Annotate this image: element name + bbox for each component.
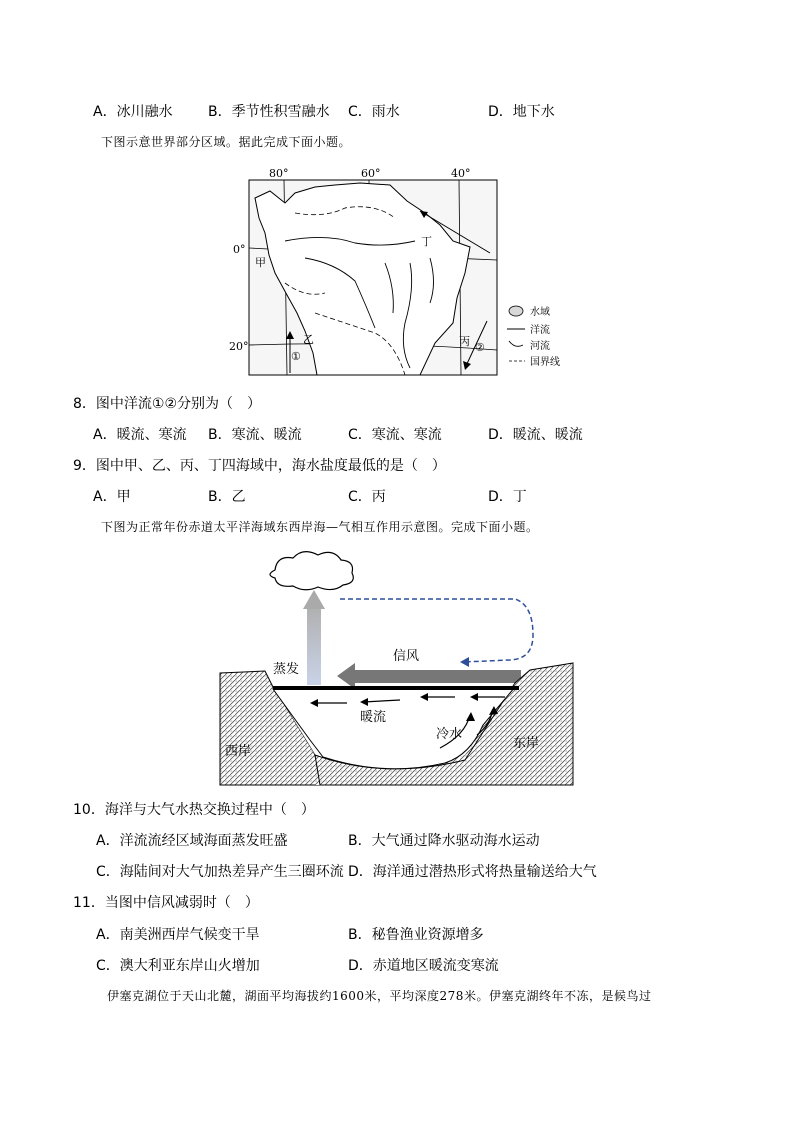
q8-option-b: B．寒流、暖流 xyxy=(208,427,302,443)
q9-option-c: C．丙 xyxy=(348,489,386,505)
south-america-map xyxy=(225,163,575,378)
q11-option-c: C．澳大利亚东岸山火增加 xyxy=(96,958,260,974)
sea-label-ding: 丁 xyxy=(421,235,432,248)
q7-option-c: C．雨水 xyxy=(348,104,400,120)
q7-option-d: D．地下水 xyxy=(488,104,555,120)
current-label-1: ① xyxy=(291,350,301,363)
q11-option-a: A．南美洲西岸气候变干旱 xyxy=(96,927,260,943)
q10-option-b: B．大气通过降水驱动海水运动 xyxy=(348,833,540,849)
intro-diagram: 下图为正常年份赤道太平洋海域东西岸海—气相互作用示意图。完成下面小题。 xyxy=(101,520,539,534)
q11-option-d: D．赤道地区暖流变寒流 xyxy=(348,958,499,974)
legend-water-icon xyxy=(509,306,523,316)
sea-label-bing: 丙 xyxy=(459,335,470,348)
q7-option-a: A．冰川融水 xyxy=(93,104,173,120)
lon-label-60: 60° xyxy=(361,167,381,180)
legend-border: 国界线 xyxy=(530,357,560,368)
q10-stem: 10．海洋与大气水热交换过程中（ ） xyxy=(73,802,315,818)
label-west-coast: 西岸 xyxy=(225,744,252,759)
legend-river: 河流 xyxy=(530,341,550,352)
lat-label-0: 0° xyxy=(233,243,246,256)
label-evaporation: 蒸发 xyxy=(273,662,300,677)
lat-label-20: 20° xyxy=(229,340,249,353)
q8-option-d: D．暖流、暖流 xyxy=(488,427,583,443)
sea-label-jia: 甲 xyxy=(255,256,266,269)
evaporation-arrow xyxy=(307,607,321,685)
q10-option-a: A．洋流流经区域海面蒸发旺盛 xyxy=(96,833,288,849)
q9-option-b: B．乙 xyxy=(208,489,246,505)
q7-option-b: B．季节性积雪融水 xyxy=(208,104,330,120)
sea-surface-line xyxy=(273,686,519,690)
q9-option-a: A．甲 xyxy=(93,489,131,505)
air-sea-diagram xyxy=(215,545,585,790)
current-label-2: ② xyxy=(475,341,485,354)
sea-label-yi: 乙 xyxy=(303,333,314,346)
q10-option-c: C．海陆间对大气加热差异产生三圈环流 xyxy=(96,864,344,880)
q8-stem: 8．图中洋流①②分别为（ ） xyxy=(73,396,262,412)
q8-option-c: C．寒流、寒流 xyxy=(348,427,442,443)
intro-map: 下图示意世界部分区域。据此完成下面小题。 xyxy=(101,135,352,149)
legend-current: 洋流 xyxy=(530,325,550,336)
lon-label-80: 80° xyxy=(269,167,289,180)
q10-option-d: D．海洋通过潜热形式将热量输送给大气 xyxy=(348,864,597,880)
q11-option-b: B．秘鲁渔业资源增多 xyxy=(348,927,484,943)
label-east-coast: 东岸 xyxy=(513,736,540,751)
cloud-icon xyxy=(270,552,353,590)
intro-issyk-kul: 伊塞克湖位于天山北麓，湖面平均海拔约1600米，平均深度278米。伊塞克湖终年不冻，是候鸟过 xyxy=(107,989,652,1003)
label-warm-current: 暖流 xyxy=(360,710,387,725)
label-trade-wind: 信风 xyxy=(393,649,420,664)
lon-label-40: 40° xyxy=(451,167,471,180)
trade-wind-arrow xyxy=(353,670,521,683)
circulation-dashed-arrow xyxy=(340,599,533,662)
q8-option-a: A．暖流、寒流 xyxy=(93,427,187,443)
q9-option-d: D．丁 xyxy=(488,489,527,505)
legend-river-icon xyxy=(509,341,523,346)
q9-stem: 9．图中甲、乙、丙、丁四海域中，海水盐度最低的是（ ） xyxy=(73,458,446,474)
label-cold-water: 冷水 xyxy=(436,727,463,742)
legend-water: 水域 xyxy=(530,307,550,318)
q11-stem: 11．当图中信风减弱时（ ） xyxy=(73,895,259,911)
